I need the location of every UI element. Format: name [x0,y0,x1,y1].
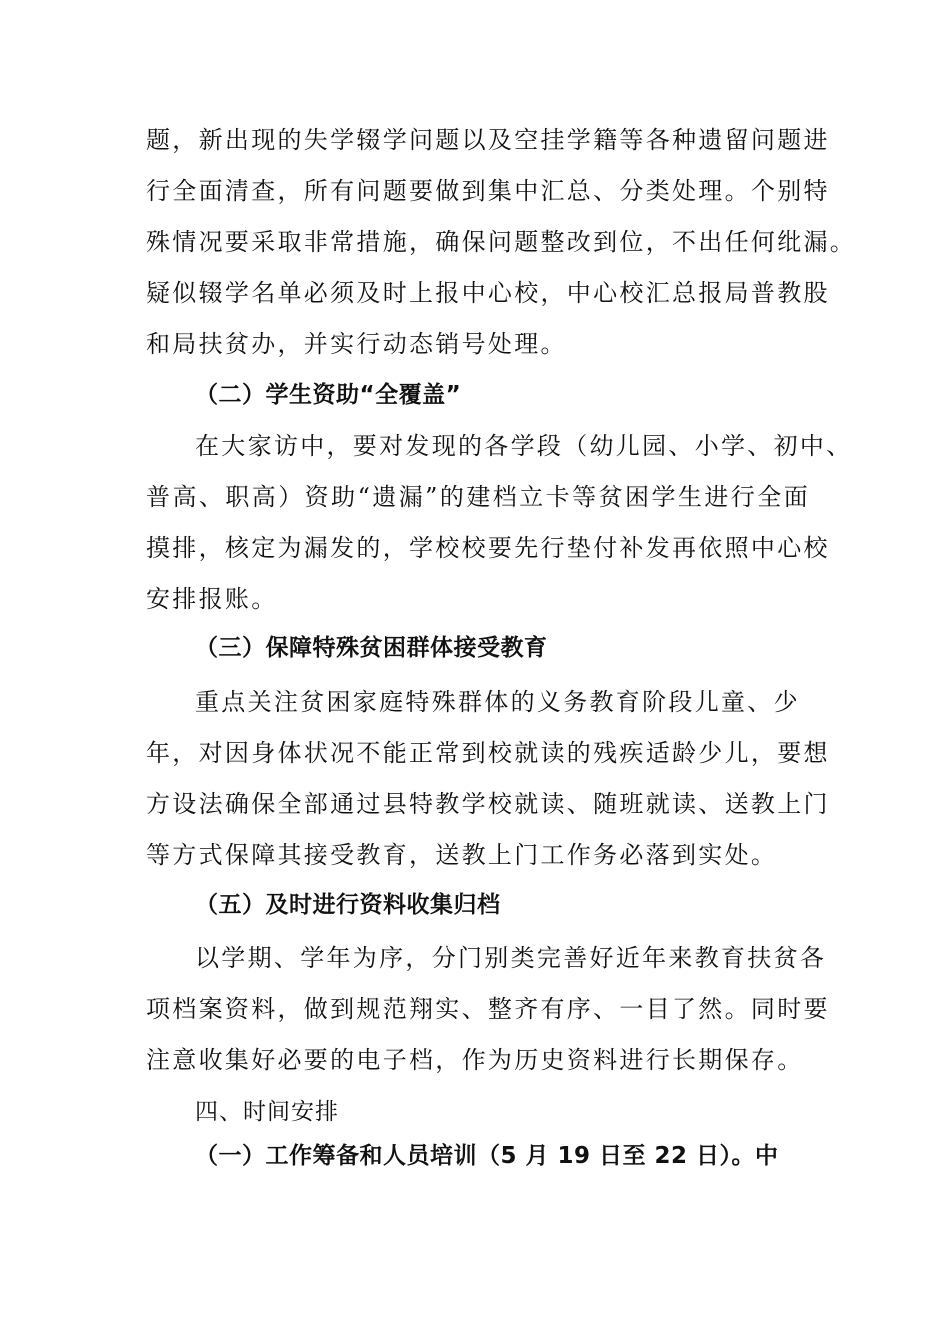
paragraph-line: 安排报账。 [146,585,278,613]
paragraph-line: 重点关注贫困家庭特殊群体的义务教育阶段儿童、少 [195,688,800,716]
paragraph-line: 摸排，核定为漏发的，学校校要先行垫付补发再依照中心校 [146,534,830,562]
section-heading: （五）及时进行资料收集归档 [195,892,501,918]
paragraph-line: 注意收集好必要的电子档，作为历史资料进行长期保存。 [146,1046,804,1074]
paragraph-line: 以学期、学年为序，分门别类完善好近年来教育扶贫各 [195,944,827,972]
section-title: 四、时间安排 [195,1099,339,1125]
paragraph-line: 行全面清查，所有问题要做到集中汇总、分类处理。个别特 [146,177,830,205]
paragraph-line: 在大家访中，要对发现的各学段（幼儿园、小学、初中、 [195,432,853,460]
section-heading: （一）工作筹备和人员培训（5 月 19 日至 22 日）。中 [195,1143,779,1169]
paragraph-line: 项档案资料，做到规范翔实、整齐有序、一目了然。同时要 [146,995,830,1023]
section-heading: （二）学生资助“全覆盖” [195,382,462,408]
paragraph-line: 年，对因身体状况不能正常到校就读的残疾适龄少儿，要想 [146,739,830,767]
paragraph-line: 方设法确保全部通过县特教学校就读、随班就读、送教上门 [146,790,830,818]
paragraph-line: 等方式保障其接受教育，送教上门工作务必落到实处。 [146,841,778,869]
paragraph-line: 题，新出现的失学辍学问题以及空挂学籍等各种遗留问题进 [146,126,830,154]
paragraph-line: 普高、职高）资助“遗漏”的建档立卡等贫困学生进行全面 [146,483,810,511]
paragraph-line: 殊情况要采取非常措施，确保问题整改到位，不出任何纰漏。 [146,228,857,256]
paragraph-line: 和局扶贫办，并实行动态销号处理。 [146,330,567,358]
section-heading: （三）保障特殊贫困群体接受教育 [195,635,548,661]
paragraph-line: 疑似辍学名单必须及时上报中心校，中心校汇总报局普教股 [146,279,830,307]
